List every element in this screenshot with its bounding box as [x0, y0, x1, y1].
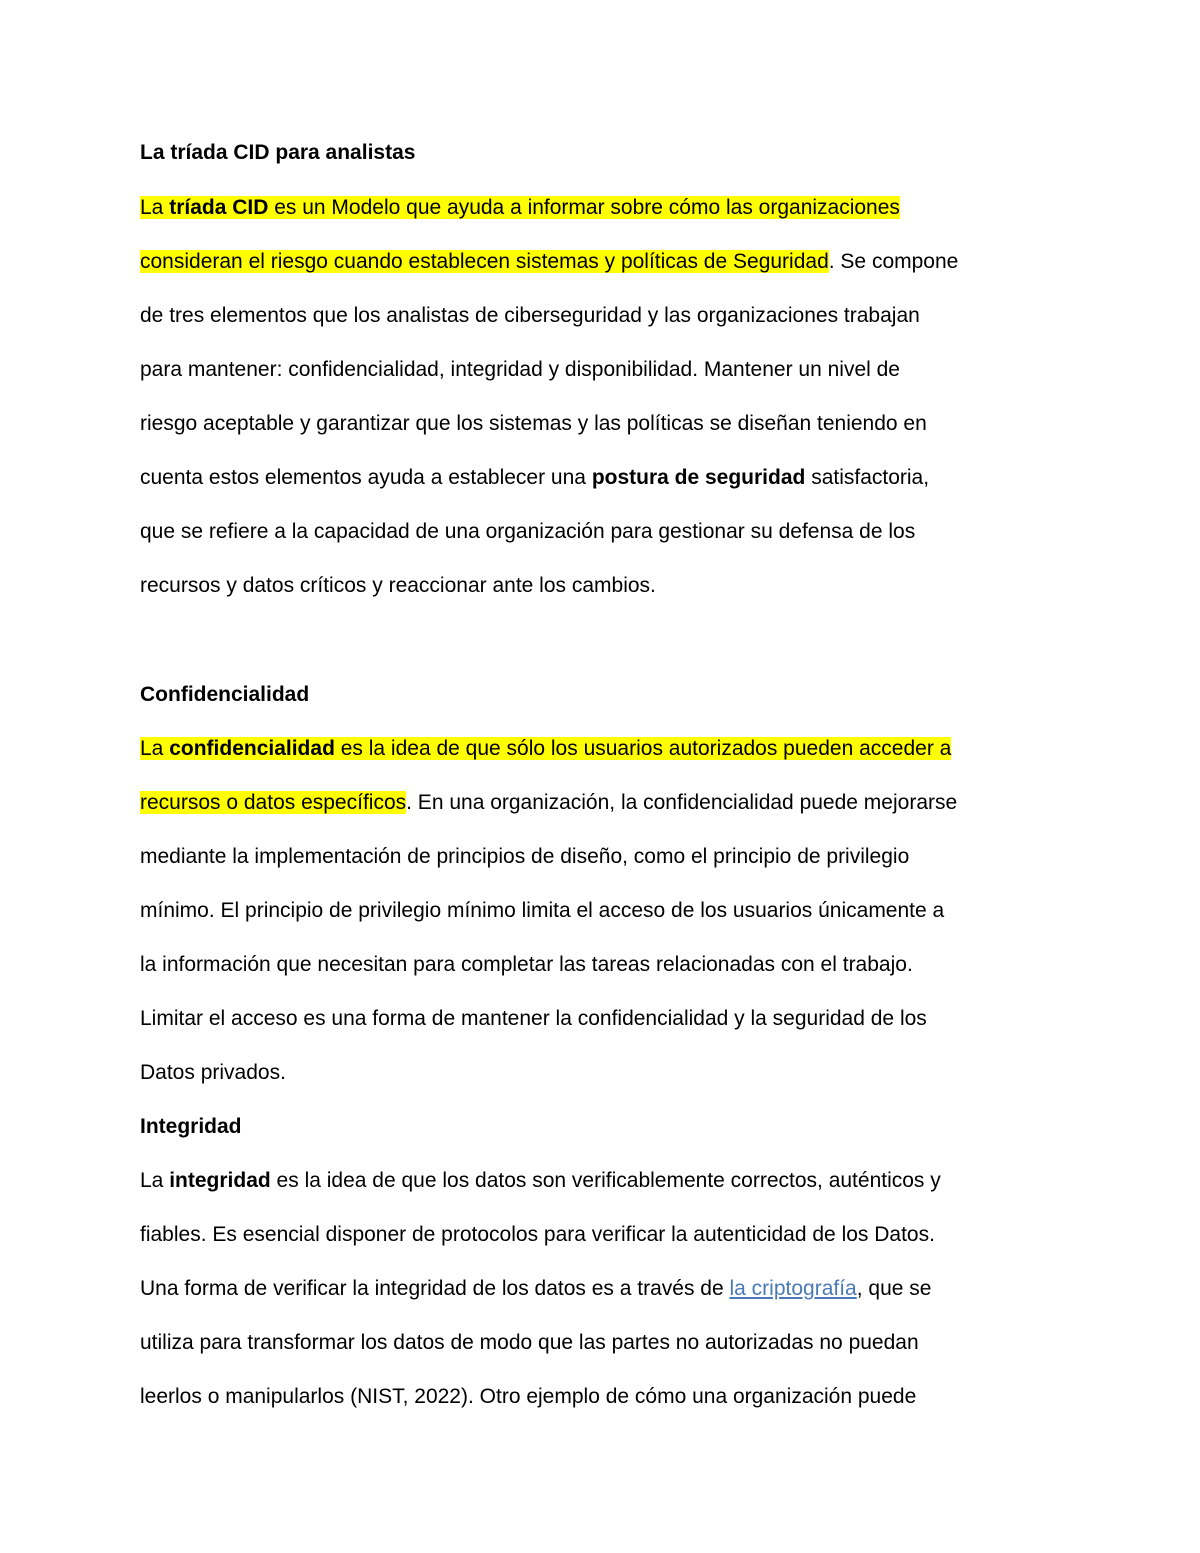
p3-text: Una forma de verificar la integridad de los datos es a través de: [140, 1277, 730, 1300]
p2-text: es la idea de que sólo los usuarios autorizados pueden acceder a: [334, 737, 952, 760]
p3-text: La: [140, 1169, 170, 1192]
p3-line-1: [140, 1167, 941, 1195]
p2-text: La: [140, 737, 170, 760]
p1-line-7: que se refiere a la capacidad de una organización para gestionar su defensa de los: [140, 520, 916, 543]
p1-term-postura: postura de seguridad: [591, 466, 806, 489]
p1-text: cuenta estos elementos ayuda a establecer una: [140, 466, 592, 489]
heading-triada-cid: La tríada CID para analistas: [140, 141, 416, 164]
p2-line-7: Datos privados.: [140, 1061, 286, 1084]
p2-text: recursos o datos específicos: [140, 791, 407, 814]
p3-line-5: leerlos o manipularlos (NIST, 2022). Otro ejemplo de cómo una organización puede: [140, 1385, 917, 1408]
p1-line-8: recursos y datos críticos y reaccionar ante los cambios.: [140, 574, 656, 597]
p2-text: . En una organización, la confidencialidad puede mejorarse: [406, 791, 958, 814]
p2-line-5: la información que necesitan para completar las tareas relacionadas con el trabajo.: [140, 953, 913, 976]
p2-term-confidencialidad: confidencialidad: [169, 737, 335, 760]
heading-confidencialidad: Confidencialidad: [140, 683, 310, 706]
p1-line-1: [140, 194, 900, 222]
p3-line-4: utiliza para transformar los datos de modo que las partes no autorizadas no puedan: [140, 1331, 919, 1354]
p3-line-2: fiables. Es esencial disponer de protocolos para verificar la autenticidad de los Datos.: [140, 1223, 935, 1246]
p2-line-3: mediante la implementación de principios de diseño, como el principio de privilegio: [140, 845, 910, 868]
p1-text: consideran el riesgo cuando establecen sistemas y políticas de Seguridad: [140, 250, 829, 273]
p1-term-triada: tríada CID: [169, 196, 269, 219]
heading-integridad: Integridad: [140, 1115, 242, 1138]
p1-text: satisfactoria,: [805, 466, 930, 489]
p2-line-2: [140, 789, 957, 817]
p1-line-3: de tres elementos que los analistas de ciberseguridad y las organizaciones trabajan: [140, 304, 920, 327]
p1-line-2: [140, 248, 958, 276]
p2-line-1: [140, 735, 951, 763]
p1-text: . Se compone: [828, 250, 959, 273]
p3-text: , que se: [856, 1277, 932, 1300]
p1-line-4: para mantener: confidencialidad, integridad y disponibilidad. Mantener un nivel de: [140, 358, 900, 381]
p1-line-5: riesgo aceptable y garantizar que los sistemas y las políticas se diseñan teniendo en: [140, 412, 927, 435]
p2-line-6: Limitar el acceso es una forma de mantener la confidencialidad y la seguridad de los: [140, 1007, 927, 1030]
p3-line-3: [140, 1275, 931, 1303]
p1-text: es un Modelo que ayuda a informar sobre cómo las organizaciones: [268, 196, 900, 219]
p1-text: La: [140, 196, 170, 219]
p3-term-integridad: integridad: [169, 1169, 271, 1192]
p1-line-6: [140, 464, 929, 492]
p2-line-4: mínimo. El principio de privilegio mínimo limita el acceso de los usuarios únicamente a: [140, 899, 945, 922]
criptografia-link[interactable]: la criptografía: [729, 1277, 857, 1300]
p3-text: es la idea de que los datos son verificablemente correctos, auténticos y: [270, 1169, 941, 1192]
